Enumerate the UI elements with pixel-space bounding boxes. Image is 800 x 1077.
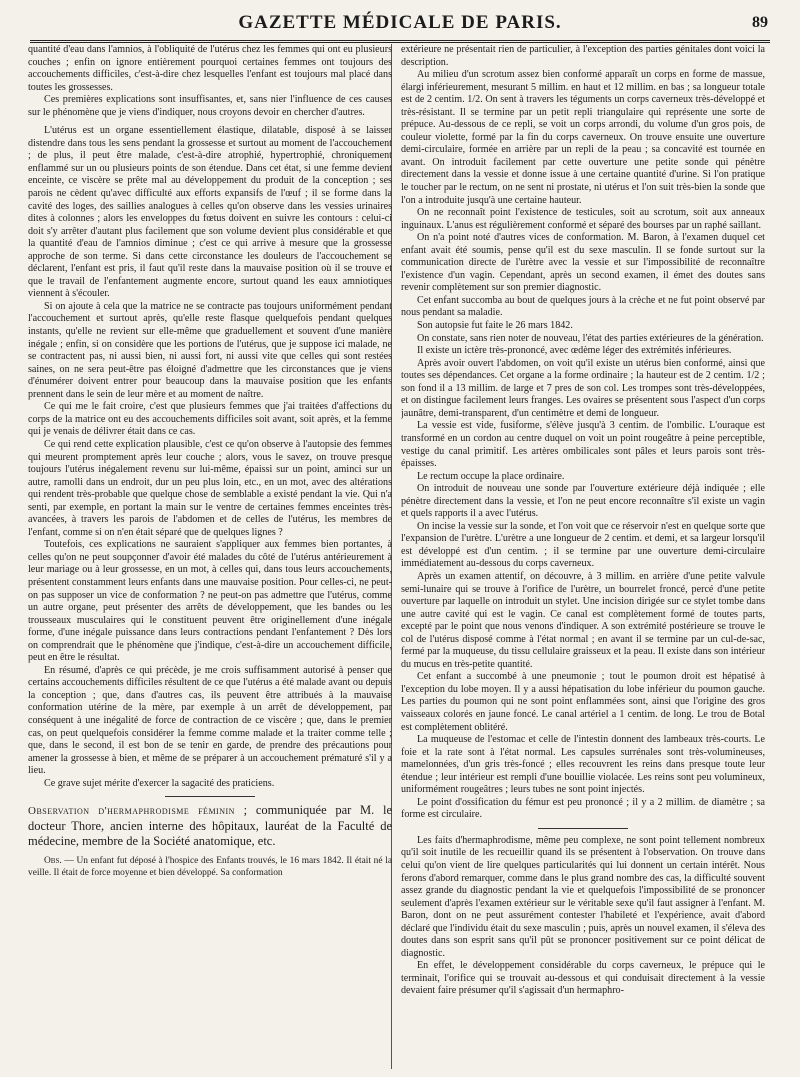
paragraph: Ce qui me le fait croire, c'est que plusieurs femmes que j'ai traitées d'affections du corps de la matrice ont eu des accouchements difficiles soit avant, soit après, et la femme qui je venais de délivrer était dans ce cas. — [28, 401, 392, 438]
paragraph: Cet enfant succomba au bout de quelques jours à la crèche et ne fut point observé par nous pendant sa maladie. — [401, 294, 765, 319]
paragraph: On introduit de nouveau une sonde par l'ouverture extérieure déjà indiquée ; elle pénètre directement dans la vessie, et l'on ne peut encore reconnaître s'il existe un vagin et quels rapports il a avec l'utérus. — [401, 483, 765, 520]
paragraph: Au milieu d'un scrotum assez bien conformé apparaît un corps en forme de massue, élargi inférieurement, mesurant 5 millim. en haut et 12 millim. en bas ; sa longueur totale est de 2 centim. 1/2. On sent à travers les téguments un corps caverneux très-développé et très-résistant. Il se termine par un petit repli triangulaire qui représente une sorte de prépuce. Au-dessous de ce repli, se voit un corps arrondi, du volume d'un gros pois, de couleur violette, formé par la fin du corps caverneux. On trouve ensuite une ouverture demi-circulaire, formée en arrière par un repli de la peau ; sa concavité est tournée en avant. On introduit facilement par cette ouverture une petite sonde qui pénètre directement dans la vessie et donne issue à une certaine quantité d'urine. Si l'on pratique le toucher par le rectum, on ne sent ni prostate, ni utérus et l'on suit très-bien la sonde que l'on a introduite jusqu'à une certaine hauteur. — [401, 69, 765, 206]
paragraph: Ce qui rend cette explication plausible, c'est ce qu'on observe à l'autopsie des femmes qui meurent promptement après leur couche ; alors, vous le savez, on trouve presque toujours l'utérus inégalement revenu sur lui-même, épaissi sur un point, aminci sur un autre, ramolli dans un endroit, dur un peu plus loin, etc., en un mot, avec des altérations qui rendent très-probable que quelque chose de semblable a existé pendant la vie. Qui n'a senti, par exemple, en portant la main sur le ventre de certaines femmes enceintes très-avancées, à travers les parois de l'abdomen et de celles de l'utérus, les membres de l'enfant, comme si on n'en était séparé que de quelques lignes ? — [28, 438, 392, 538]
page-header — [30, 10, 770, 43]
paragraph: quantité d'eau dans l'amnios, à l'obliquité de l'utérus chez les femmes qui ont eu plusieurs couches ; enfin on ignore entièrement pourquoi certaines femmes ont toujours des accouchements difficiles, c'est-à-dire chez lesquelles l'enfant est toujours mal placé dans toutes les grossesses. — [28, 44, 392, 93]
paragraph: La muqueuse de l'estomac et celle de l'intestin donnent des lambeaux très-courts. Le foie et la rate sont à l'état normal. Les capsules surrénales sont très-volumineuses, mamelonnées, d'un gris très-foncé ; elles recouvrent les reins dans presque toute leur étendue ; leur intérieur est rempli d'une bouillie violacée. Les reins sont peu volumineux, uniformément rougeâtres ; leurs tubes ne sont point injectés. — [401, 734, 765, 796]
left-column — [28, 44, 392, 1069]
right-column — [401, 44, 765, 1069]
paragraph: On incise la vessie sur la sonde, et l'on voit que ce réservoir n'est en quelque sorte que l'expansion de l'urètre. L'urètre a une longueur de 2 centim. et demi, et sa largeur lorsqu'il est développé est d'un centim. ; il se termine par une ouverture demi-circulaire immédiatement au-dessous du corps caverneux. — [401, 520, 765, 570]
paragraph: extérieure ne présentait rien de particulier, à l'exception des parties génitales dont voici la description. — [401, 44, 765, 68]
observation-title-rest: ; communiquée par M. le docteur Thore, ancien interne des hôpitaux, lauréat de la Faculté de médecine, membre de la Société anatomique, etc. — [28, 803, 392, 849]
paragraph: Après avoir ouvert l'abdomen, on voit qu'il existe un utérus bien conformé, ainsi que toutes ses dépendances. Cet organe a la forme ordinaire ; la hauteur est de 2 centim. 1/2 ; son fond il a 13 millim. de large et 7 pres de son col. Les trompes sont très-développées, et on distingue facilement leurs franges. Les ovaires se présentent sous l'aspect d'un corps jaunâtre, demi-transparent, d'un centimètre et demi de longueur. — [401, 357, 765, 419]
paragraph: Ce grave sujet mérite d'exercer la sagacité des praticiens. — [44, 777, 275, 789]
paragraph: En résumé, d'après ce qui précède, je me crois suffisamment autorisé à penser que certains accouchements difficiles résultent de ce que l'utérus a été malade avant ou depuis la conception ; que, dans d'autres cas, ils peuvent être attribués à la mauvaise conformation utérine de la mère, par exemple à un arrêt de développement, par conséquent à une inégalité de force de contraction de ce viscère ; que, dans le premier cas, on peut quelquefois considérer la femme comme malade et la traiter comme telle ; que, dans le second, il est bon de se tenir en garde, de prendre des précautions pour amener la grossesse à bien, et même de se préparer à un accouchement prématuré s'il y a lieu. — [28, 664, 392, 777]
section-separator — [538, 828, 628, 829]
paragraph: Le point d'ossification du fémur est peu prononcé ; il y a 2 millim. de diamètre ; sa forme est circulaire. — [401, 796, 765, 821]
paragraph: La vessie est vide, fusiforme, s'élève jusqu'à 3 centim. de l'ombilic. L'ouraque est transformé en un cordon au centre duquel on voit un point rougeâtre à peine perceptible, vestige du canal primitif. Les artères ombilicales sont pâles et leurs parois sont très-épaisses. — [401, 420, 765, 470]
journal-title: GAZETTE MÉDICALE DE PARIS. — [238, 12, 562, 33]
observation-title — [28, 803, 392, 849]
paragraph: Si on ajoute à cela que la matrice ne se contracte pas toujours uniformément pendant l'accouchement et surtout après, qu'elle reste flasque quelquefois pendant quelques instants, qu'elle ne revient sur elle-même que graduellement et souvent d'une manière inégale ; enfin, si on considère que les portions de l'utérus, que je suppose ici malade, ne se contractent pas, ni aussi bien, ni aussi fort, ni aussi vite que celles qui sont restées saines, on ne sera peut-être pas éloigné d'admettre que les circonstances que je viens d'énumérer doivent entrer pour beaucoup dans la mauvaise position que les enfants prennent dans le sein de leur mère et au moment de naître. — [28, 300, 392, 400]
observation-intro — [28, 855, 392, 879]
paragraph: Son autopsie fut faite le 26 mars 1842. — [417, 320, 573, 332]
obs-label: Obs. — [44, 856, 62, 867]
paragraph: On n'a point noté d'autres vices de conformation. M. Baron, à l'examen duquel cet enfant avait été soumis, pense qu'il est du sexe masculin. Il se fonde surtout sur la communication directe de l'urètre avec la vessie et sur l'impossibilité de reconnaître l'existence d'un vagin. Cependant, après un second examen, il émet des doutes sans revenir complètement sur son premier diagnostic. — [401, 232, 765, 294]
paragraph: L'utérus est un organe essentiellement élastique, dilatable, disposé à se laisser distendre dans tous les sens pendant la grossesse et surtout au moment de l'accouchement ; de plus, il peut être malade, c'est-à-dire atrophié, hypertrophié, chroniquement enflammé sur un ou plusieurs points de son étendue. Dans cet état, si une femme devient enceinte, ce viscère se prête mal au développement du produit de la conception ; ses parois ne cèdent qu'avec difficulté aux efforts expansifs de l'œuf ; il se forme dans la cavité des loges, des saillies analogues à celles qu'on observe dans les vessies urinaires dites à colonnes ; alors les enveloppes du fœtus doivent en suivre les contours : celui-ci doit s'y arrêter d'autant plus facilement que son volume devient plus considérable et que la quantité d'eau de l'amnios diminue ; c'est ce qui arrive à mesure que la grossesse approche de son terme. Si dans cette circonstance les douleurs de l'accouchement se déclarent, l'enfant est pris, il faut qu'il reste dans la mauvaise position où il se trouve et que le travail de l'enfantement augmente encore, surtout quand les eaux amniotiques viennent à s'écouler. — [28, 125, 392, 300]
section-separator — [165, 796, 255, 797]
paragraph: Il existe un ictère très-prononcé, avec œdème léger des extrémités inférieures. — [417, 345, 732, 357]
paragraph: En effet, le développement considérable du corps caverneux, le prépuce qui le terminait, l'orifice qui se trouvait au-dessous et qui conduisait directement à la vessie devaient faire présumer qu'il s'agissait d'un hermaphro- — [401, 960, 765, 997]
page-number: 89 — [752, 14, 768, 31]
paragraph: Cet enfant a succombé à une pneumonie ; tout le poumon droit est hépatisé à l'exception du lobe moyen. Il y a aussi hépatisation du lobe inférieur du poumon gauche. Les parties du poumon qui ne sont point enflammées sont, ainsi que l'origine des gros vaisseaux colorés en jaune foncé. Le canal artériel a 1 centim. de long. Le trou de Botal est complètement oblitéré. — [401, 671, 765, 733]
paragraph: Après un examen attentif, on découvre, à 3 millim. en arrière d'une petite valvule semi-lunaire qui se trouve à l'orifice de l'urètre, un bourrelet froncé, percé d'une petite ouverture par laquelle on introduit un stylet. Une incision dirigée sur ce stylet tombe dans une autre cavité qui est le vagin. Ce canal est complètement formé de toutes parts, excepté par le point que nous venons d'indiquer. A son extrémité postérieure se trouve le col de l'utérus disposé comme à l'état normal ; en avant il se termine par un cul-de-sac, fermé par la muqueuse, du tissu cellulaire graisseux et la peau. Il existe dans son intérieur du mucus en très-petite quantité. — [401, 570, 765, 670]
paragraph: Toutefois, ces explications ne sauraient s'appliquer aux femmes bien portantes, à celles qu'on ne peut soupçonner d'avoir été malades du côté de l'utérus antérieurement à leur mariage ou à leur grossesse, en un mot, à celles qui, dans tous leurs accouchements, présentent constamment leurs enfants dans une mauvaise position. Pour celles-ci, ne peut-on pas supposer un vice de conformation ? ne peut-on pas admettre que l'utérus, comme un autre organe, peut présenter des arrêts de développement, que les bandes ou les trousseaux musculaires qui le constituent peuvent être originellement d'une inégale forme, d'une inégale puissance dans leurs contractions pendant l'enfantement ? Dès lors on comprendrait que le phénomène que j'indique, c'est-à-dire un accouchement difficile, peut en être le résultat. — [28, 539, 392, 664]
paragraph: On ne reconnaît point l'existence de testicules, soit au scrotum, soit aux anneaux inguinaux. L'anus est régulièrement conformé et séparé des bourses par un raphé saillant. — [401, 207, 765, 231]
observation-title-lead: Observation d'hermaphrodisme féminin — [28, 805, 235, 818]
paragraph: Les faits d'hermaphrodisme, même peu complexe, ne sont point tellement nombreux qu'il soit inutile de les recueillir quand ils se présentent à l'observation. On trouve dans celui qu'on vient de lire quelques particularités qui lui donnent un certain intérêt. Nous ferons d'abord remarquer, comme dans le plus grand nombre des cas, la difficulté souvent assez grande du diagnostic pendant la vie et quelquefois l'impossibilité de se prononcer seulement d'après l'examen extérieur sur le véritable sexe qu'il faut assigner à l'enfant. M. Baron, dont on ne peut assurément contester l'habileté et l'expérience, avait d'abord déclaré que l'individu était du sexe masculin ; puis, après un nouvel examen, il s'éleva des doutes dans son esprit sans qu'il pût se prononcer positivement sur ce point délicat de diagnostic. — [401, 834, 765, 959]
paragraph: On constate, sans rien noter de nouveau, l'état des parties extérieures de la génération. — [417, 332, 764, 344]
obs-text: — Un enfant fut déposé à l'hospice des Enfants trouvés, le 16 mars 1842. Il était né la veille. Il était de force moyenne et bien développé. Sa conformation — [28, 856, 392, 879]
paragraph: Le rectum occupe la place ordinaire. — [417, 470, 565, 482]
paragraph: Ces premières explications sont insuffisantes, et, sans nier l'influence de ces causes sur le phénomène que je viens d'indiquer, nous croyons devoir en chercher d'autres. — [28, 94, 392, 118]
